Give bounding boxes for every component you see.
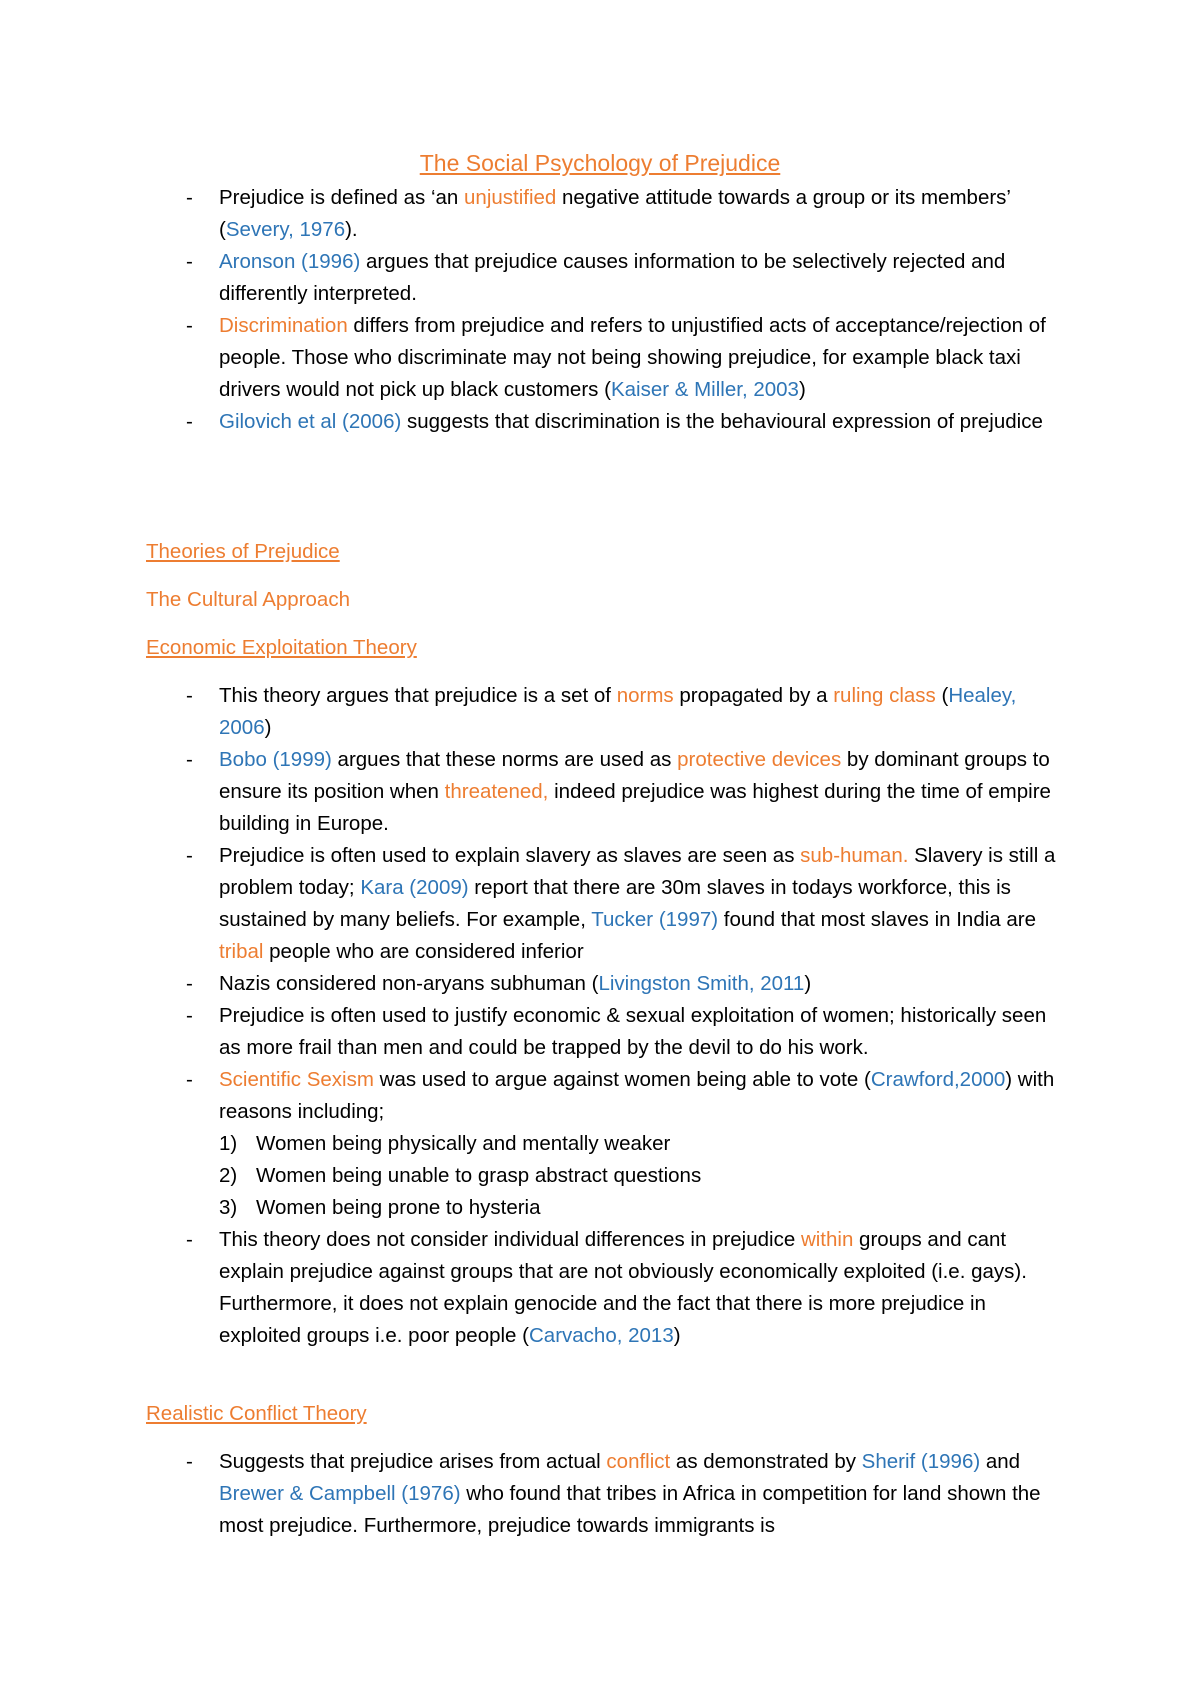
body-text: negative attitude towards a group or its members’ ( <box>219 186 1011 241</box>
heading-theories-of-prejudice: Theories of Prejudice <box>146 540 340 563</box>
heading-realistic-conflict-theory: Realistic Conflict Theory <box>146 1402 367 1425</box>
economic-bullet <box>0 1000 1059 1064</box>
economic-bullet <box>0 680 1059 744</box>
economic-bullet <box>0 744 1059 840</box>
citation-text: Bobo (1999) <box>219 748 332 771</box>
highlighted-term: Discrimination <box>219 314 348 337</box>
numbered-item-number: 1) <box>219 1132 238 1155</box>
highlighted-term: unjustified <box>464 186 557 209</box>
citation-text: Carvacho, 2013 <box>528 1324 674 1347</box>
citation-text: Kaiser & Miller, 2003 <box>610 378 799 401</box>
highlighted-term: sub-human. <box>800 844 909 867</box>
citation-text: Kara (2009) <box>360 876 469 899</box>
citation-text: Gilovich et al (2006) <box>219 410 402 433</box>
economic-bullet <box>0 968 1059 1000</box>
highlighted-term: conflict <box>606 1450 671 1473</box>
citation-text: Brewer & Campbell (1976) <box>219 1482 461 1505</box>
body-text: ) <box>798 378 806 401</box>
highlighted-term: protective devices <box>677 748 842 771</box>
body-text: ) <box>673 1324 681 1347</box>
intro-bullet <box>0 310 1059 406</box>
body-text: This theory does not consider individual differences in prejudice <box>219 1228 801 1251</box>
body-text: differs from prejudice and refers to unjustified acts of acceptance/rejection of people. Those who discriminate may not being showing prejudice, for example black taxi drivers would not pick up black customers ( <box>219 314 1046 401</box>
body-text: argues that these norms are used as <box>331 748 678 771</box>
body-text: Prejudice is often used to explain slavery as slaves are seen as <box>219 844 801 867</box>
numbered-item-text: Women being unable to grasp abstract questions <box>256 1164 702 1187</box>
body-text: Suggests that prejudice arises from actual <box>219 1450 607 1473</box>
body-text: who found that tribes in Africa in competition for land shown the most prejudice. Furthermore, prejudice towards immigrants is <box>219 1482 1041 1537</box>
highlighted-term: tribal <box>219 940 264 963</box>
numbered-item-number: 2) <box>219 1164 238 1187</box>
body-text: people who are considered inferior <box>263 940 584 963</box>
heading-cultural-approach: The Cultural Approach <box>146 588 350 611</box>
body-text: ) with reasons including; <box>219 1068 1055 1123</box>
numbered-item-number: 3) <box>219 1196 238 1219</box>
numbered-item-text: Women being physically and mentally weaker <box>256 1132 671 1155</box>
citation-text: Aronson (1996) <box>219 250 361 273</box>
highlighted-term: within <box>800 1228 854 1251</box>
body-text: ) <box>264 716 272 739</box>
body-text: and <box>980 1450 1021 1473</box>
numbered-item-text: Women being prone to hysteria <box>256 1196 541 1219</box>
numbered-item <box>0 1128 1056 1160</box>
body-text: ) <box>804 972 812 995</box>
highlighted-term: norms <box>616 684 674 707</box>
numbered-item <box>0 1192 1056 1224</box>
body-text: Nazis considered non-aryans subhuman ( <box>219 972 599 995</box>
body-text: propagated by a <box>673 684 834 707</box>
citation-text: Healey, 2006 <box>219 684 1017 739</box>
body-text: Prejudice is often used to justify economic & sexual exploitation of women; historically seen as more frail than men and could be trapped by the devil to do his work. <box>219 1004 1047 1059</box>
economic-bullet-list <box>0 680 1200 1352</box>
body-text: by dominant groups to ensure its position when <box>219 748 1050 803</box>
highlighted-term: Scientific Sexism <box>219 1068 374 1091</box>
economic-bullet <box>0 840 1059 968</box>
citation-text: Tucker (1997) <box>591 908 719 931</box>
body-text: was used to argue against women being able to vote ( <box>373 1068 871 1091</box>
body-text: groups and cant explain prejudice against groups that are not obviously economically exploited (i.e. gays). Furthermore, it does not explain genocide and the fact that there is more prejudice in exploited groups i.e. poor people ( <box>219 1228 1027 1347</box>
body-text: suggests that discrimination is the behavioural expression of prejudice <box>401 410 1043 433</box>
body-text: report that there are 30m slaves in todays workforce, this is sustained by many beliefs. For example, <box>219 876 1011 931</box>
citation-text: Livingston Smith, 2011 <box>598 972 805 995</box>
body-text: ( <box>935 684 949 707</box>
highlighted-term: ruling class <box>833 684 936 707</box>
citation-text: Sherif (1996) <box>861 1450 981 1473</box>
highlighted-term: threatened, <box>444 780 549 803</box>
citation-text: Crawford,2000 <box>870 1068 1006 1091</box>
body-text: argues that prejudice causes information to be selectively rejected and differently interpreted. <box>219 250 1006 305</box>
body-text: ). <box>345 218 358 241</box>
intro-bullet-list <box>0 182 1200 438</box>
body-text: indeed prejudice was highest during the time of empire building in Europe. <box>219 780 1051 835</box>
intro-bullet <box>0 406 1059 438</box>
body-text: This theory argues that prejudice is a set of <box>219 684 617 707</box>
citation-text: Severy, 1976 <box>225 218 346 241</box>
numbered-item <box>0 1160 1056 1192</box>
body-text: found that most slaves in India are <box>718 908 1037 931</box>
realistic-bullet-list <box>0 1446 1200 1542</box>
body-text: Slavery is still a problem today; <box>219 844 1056 899</box>
document-title: The Social Psychology of Prejudice <box>419 150 781 176</box>
body-text: as demonstrated by <box>670 1450 862 1473</box>
economic-bullet <box>0 1064 1059 1128</box>
economic-closing-bullet <box>0 1224 1059 1352</box>
body-text: Prejudice is defined as ‘an <box>219 186 465 209</box>
intro-bullet <box>0 182 1059 246</box>
heading-economic-exploitation-theory: Economic Exploitation Theory <box>146 636 417 659</box>
realistic-bullet <box>0 1446 1059 1542</box>
intro-bullet <box>0 246 1059 310</box>
